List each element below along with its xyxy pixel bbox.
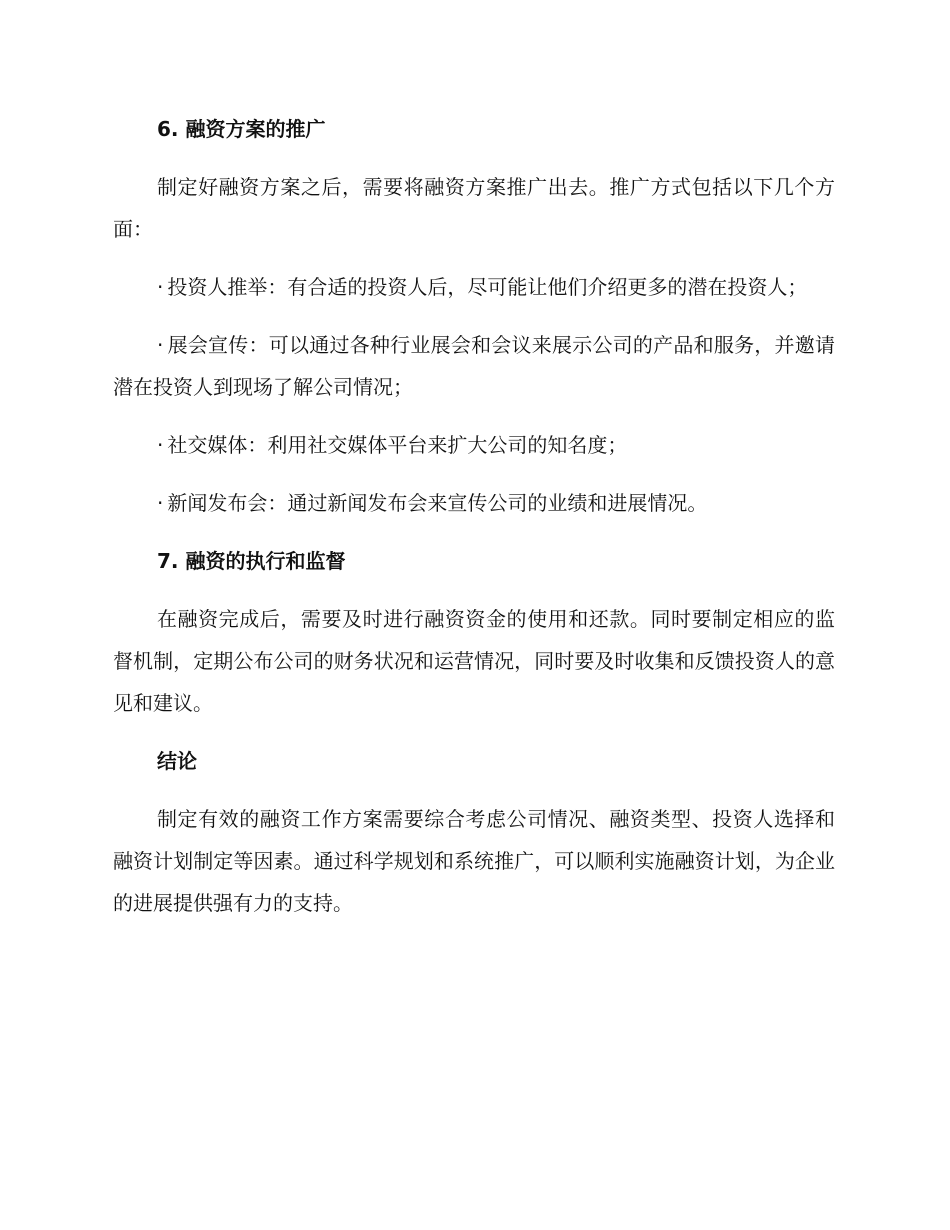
- bullet-dot: ·: [157, 433, 164, 457]
- bullet-item-investor-referral: [113, 266, 835, 308]
- bullet-text: 投资人推举：有合适的投资人后，尽可能让他们介绍更多的潜在投资人；: [167, 275, 808, 299]
- bullet-item-exhibition: [113, 324, 835, 408]
- bullet-text: 展会宣传：可以通过各种行业展会和会议来展示公司的产品和服务，并邀请潜在投资人到现场了解公司情况；: [113, 333, 835, 399]
- bullet-text: 新闻发布会：通过新闻发布会来宣传公司的业绩和进展情况。: [167, 491, 708, 515]
- section-heading-execution: 7. 融资的执行和监督: [157, 549, 346, 573]
- bullet-item-social-media: [113, 424, 835, 466]
- bullet-item-press-conference: [113, 482, 835, 524]
- section-heading-conclusion: 结论: [157, 749, 197, 773]
- execution-paragraph: 在融资完成后，需要及时进行融资资金的使用和还款。同时要制定相应的监督机制，定期公布公司的财务状况和运营情况，同时要及时收集和反馈投资人的意见和建议。: [113, 607, 835, 715]
- bullet-dot: ·: [157, 275, 164, 299]
- bullet-dot: ·: [157, 491, 164, 515]
- bullet-dot: ·: [157, 333, 164, 357]
- section-heading-promotion: 6. 融资方案的推广: [157, 117, 326, 141]
- document-body: [113, 108, 835, 940]
- bullet-text: 社交媒体：利用社交媒体平台来扩大公司的知名度；: [167, 433, 628, 457]
- promotion-intro-paragraph: 制定好融资方案之后，需要将融资方案推广出去。推广方式包括以下几个方面：: [113, 175, 835, 241]
- conclusion-paragraph: 制定有效的融资工作方案需要综合考虑公司情况、融资类型、投资人选择和融资计划制定等因素。通过科学规划和系统推广，可以顺利实施融资计划，为企业的进展提供强有力的支持。: [113, 807, 835, 915]
